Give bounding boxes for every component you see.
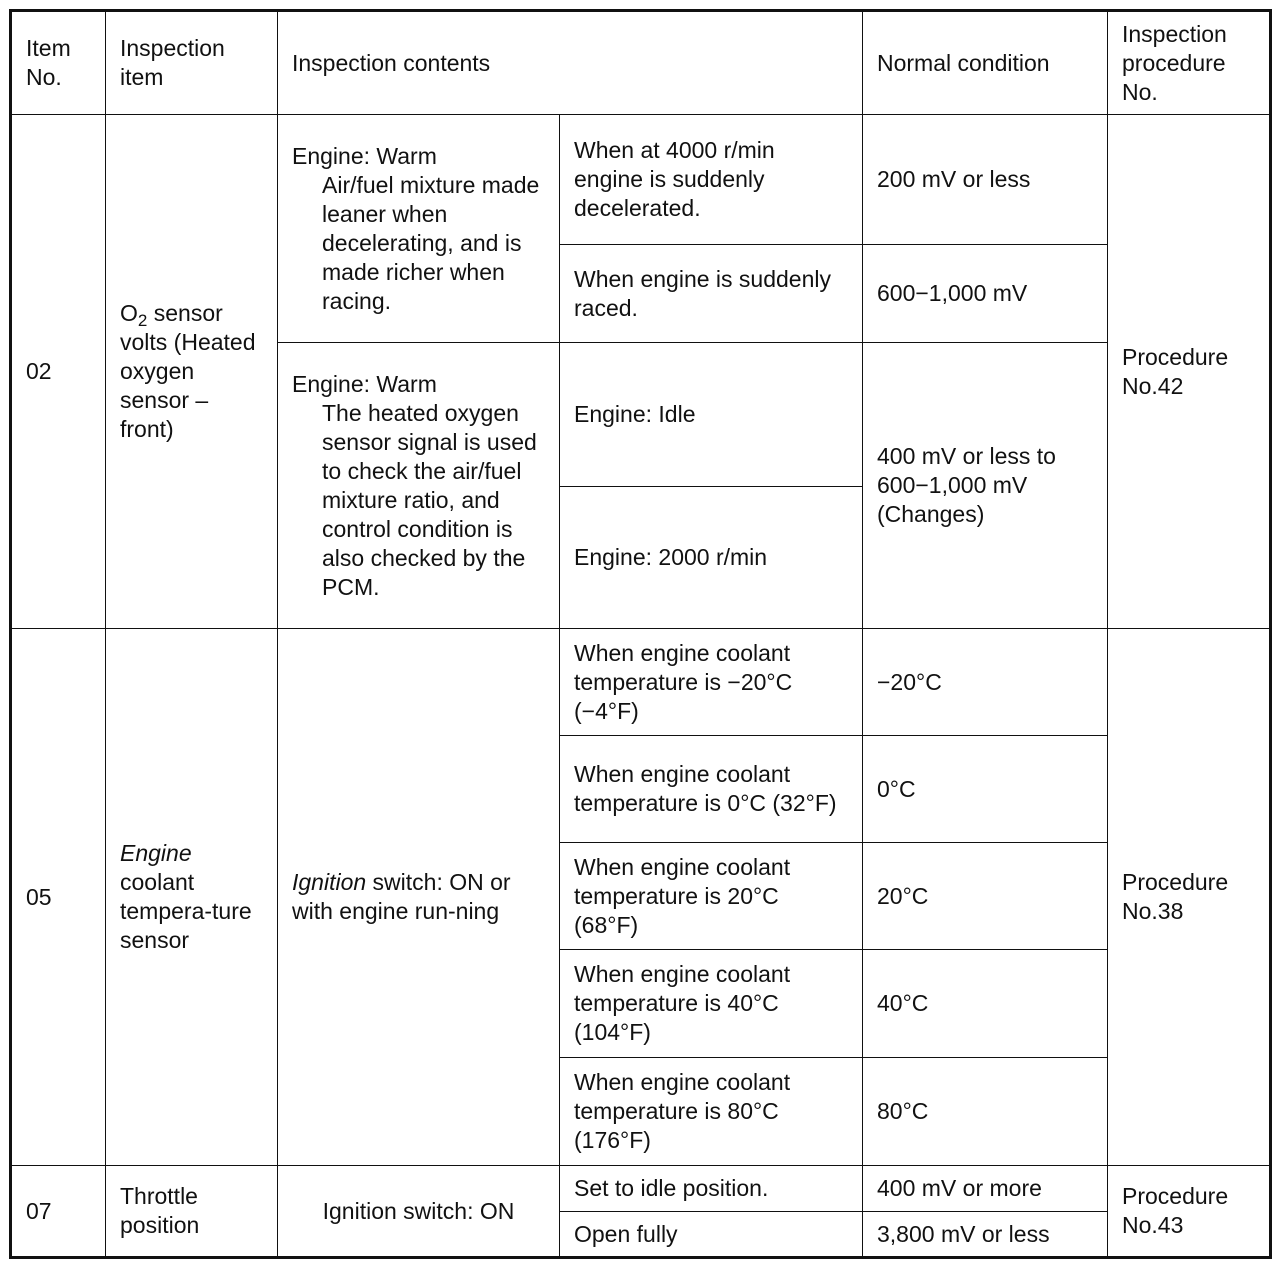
- header-normal-condition: Normal condition: [863, 11, 1108, 115]
- item-no-02: 02: [11, 115, 106, 629]
- normal-cell: 400 mV or more: [863, 1166, 1108, 1212]
- contents-07: Ignition switch: ON: [278, 1166, 560, 1258]
- normal-cell: 400 mV or less to 600−1,000 mV (Changes): [863, 343, 1108, 629]
- contents-title: Engine: Warm: [292, 142, 437, 169]
- normal-cell: 20°C: [863, 843, 1108, 950]
- header-row: [11, 11, 1271, 115]
- condition-cell: When engine coolant temperature is 20°C (68°F): [560, 843, 863, 950]
- item-name-02: $O_2$ sensor volts (Heated oxygen sensor – front): [106, 115, 278, 629]
- table-row: [11, 629, 1271, 736]
- condition-cell: Open fully: [560, 1212, 863, 1258]
- condition-cell: When engine coolant temperature is 80°C (176°F): [560, 1058, 863, 1166]
- condition-cell: When at 4000 r/min engine is suddenly decelerated.: [560, 115, 863, 245]
- normal-cell: 200 mV or less: [863, 115, 1108, 245]
- procedure-05: Procedure No.38: [1108, 629, 1271, 1166]
- condition-cell: When engine coolant temperature is −20°C (−4°F): [560, 629, 863, 736]
- procedure-07: Procedure No.43: [1108, 1166, 1271, 1258]
- contents-02-group1: [278, 115, 560, 343]
- condition-cell: Engine: Idle: [560, 343, 863, 487]
- normal-cell: 3,800 mV or less: [863, 1212, 1108, 1258]
- header-item-no: Item No.: [11, 11, 106, 115]
- condition-cell: Set to idle position.: [560, 1166, 863, 1212]
- inspection-table: [9, 9, 1272, 1259]
- condition-cell: When engine is suddenly raced.: [560, 245, 863, 343]
- item-name-05: Engine coolant tempera-ture sensor: [106, 629, 278, 1166]
- contents-desc: The heated oxygen sensor signal is used to check the air/fuel mixture ratio, and control condition is also checked by the PCM.: [322, 399, 537, 600]
- item-name-07: Throttle position: [106, 1166, 278, 1258]
- normal-cell: −20°C: [863, 629, 1108, 736]
- condition-cell: When engine coolant temperature is 40°C (104°F): [560, 950, 863, 1058]
- table-row: [11, 115, 1271, 245]
- table-row: [11, 1166, 1271, 1212]
- normal-cell: 40°C: [863, 950, 1108, 1058]
- condition-cell: When engine coolant temperature is 0°C (32°F): [560, 736, 863, 843]
- normal-cell: 600−1,000 mV: [863, 245, 1108, 343]
- normal-cell: 0°C: [863, 736, 1108, 843]
- contents-05: Ignition switch: ON or with engine run-ning: [278, 629, 560, 1166]
- header-inspection-item: Inspection item: [106, 11, 278, 115]
- contents-title: Engine: Warm: [292, 370, 437, 397]
- contents-02-group2: [278, 343, 560, 629]
- header-procedure-no: Inspection procedure No.: [1108, 11, 1271, 115]
- procedure-02: Procedure No.42: [1108, 115, 1271, 629]
- condition-cell: Engine: 2000 r/min: [560, 487, 863, 629]
- normal-cell: 80°C: [863, 1058, 1108, 1166]
- contents-desc: Air/fuel mixture made leaner when decelerating, and is made richer when racing.: [322, 171, 540, 314]
- item-no-07: 07: [11, 1166, 106, 1258]
- header-inspection-contents: Inspection contents: [278, 11, 863, 115]
- item-no-05: 05: [11, 629, 106, 1166]
